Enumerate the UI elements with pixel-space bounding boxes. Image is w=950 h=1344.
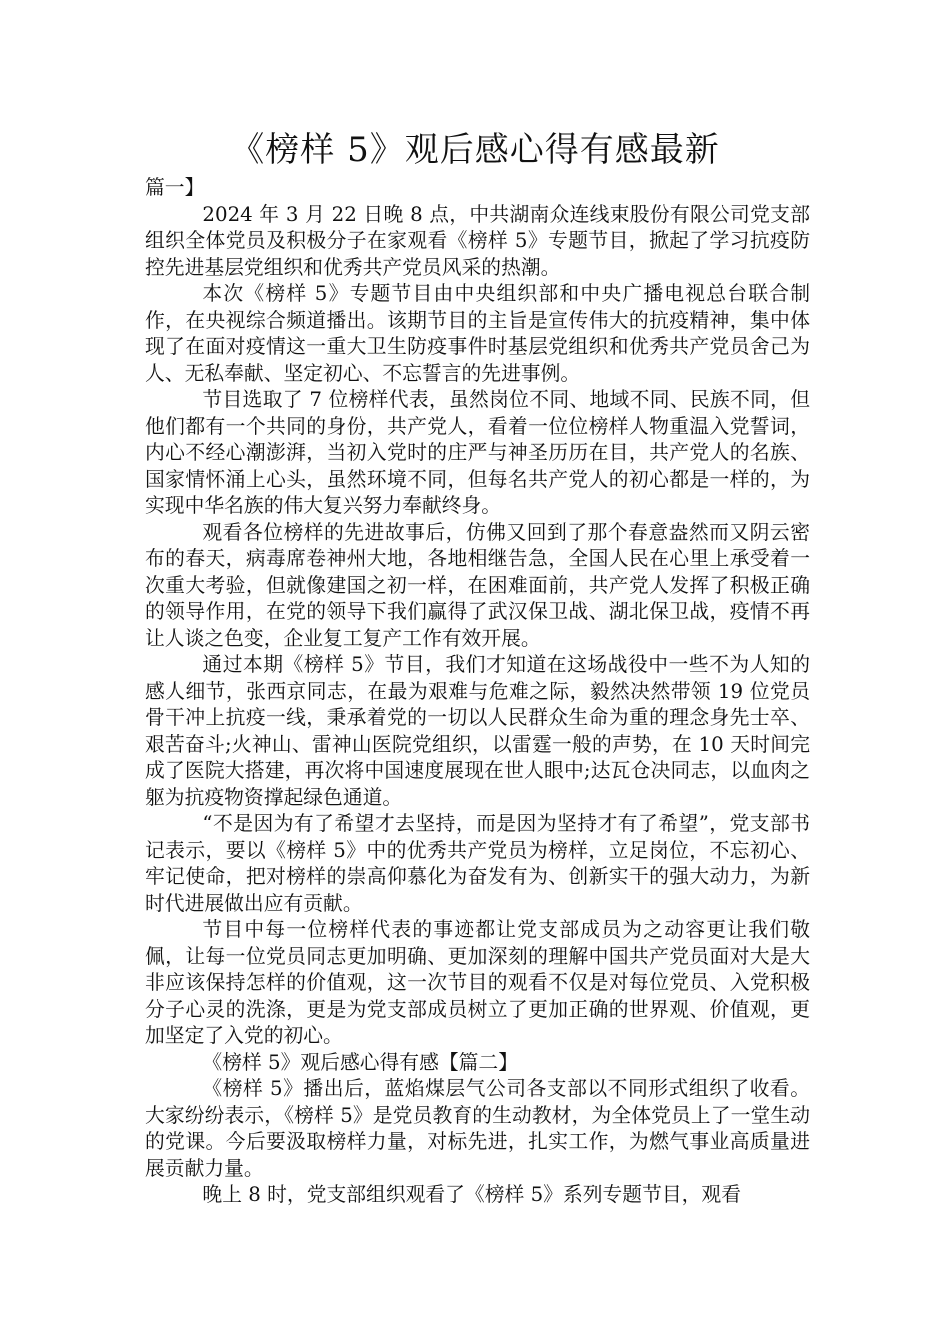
- paragraph: 《榜样 5》播出后，蓝焰煤层气公司各支部以不同形式组织了收看。大家纷纷表示，《榜样 5》是党员教育的生动教材，为全体党员上了一堂生动的党课。今后要汲取榜样力量，对标先进，扎实工作，为燃气事业高质量进展贡献力量。: [145, 1077, 810, 1180]
- paragraph: “不是因为有了希望才去坚持，而是因为坚持才有了希望”，党支部书记表示，要以《榜样 5》中的优秀共产党员为榜样，立足岗位，不忘初心、牢记使命，把对榜样的崇高仰慕化为奋发有为、创新实干的强大动力，为新时代进展做出应有贡献。: [145, 812, 810, 915]
- document-body: [145, 175, 810, 1209]
- section-heading: 《榜样 5》观后感心得有感【篇二】: [202, 1050, 518, 1074]
- paragraph: 节目中每一位榜样代表的事迹都让党支部成员为之动容更让我们敬佩，让每一位党员同志更加明确、更加深刻的理解中国共产党员面对大是大非应该保持怎样的价值观，这一次节目的观看不仅是对每位党员、入党积极分子心灵的洗涤，更是为党支部成员树立了更加正确的世界观、价值观，更加坚定了入党的初心。: [145, 918, 810, 1047]
- document-title: 《榜样 5》观后感心得有感最新: [230, 130, 720, 170]
- paragraph: 通过本期《榜样 5》节目，我们才知道在这场战役中一些不为人知的感人细节，张西京同志，在最为艰难与危难之际，毅然决然带领 19 位党员骨干冲上抗疫一线，秉承着党的一切以人民群众生命为重的理念身先士卒、艰苦奋斗;火神山、雷神山医院党组织，以雷霆一般的声势，在 10 天时间完成了医院大搭建，再次将中国速度展现在世人眼中;达瓦仓决同志，以血肉之躯为抗疫物资撑起绿色通道。: [145, 653, 810, 809]
- paragraph: 节目选取了 7 位榜样代表，虽然岗位不同、地域不同、民族不同，但他们都有一个共同的身份，共产党人，看着一位位榜样人物重温入党誓词，内心不经心潮澎湃，当初入党时的庄严与神圣历历在目，共产党人的名族、国家情怀涌上心头，虽然环境不同，但每名共产党人的初心都是一样的，为实现中华名族的伟大复兴努力奉献终身。: [145, 388, 810, 517]
- paragraph: 2024 年 3 月 22 日晚 8 点，中共湖南众连线束股份有限公司党支部组织全体党员及积极分子在家观看《榜样 5》专题节目，掀起了学习抗疫防控先进基层党组织和优秀共产党员风采的热潮。: [145, 202, 810, 279]
- paragraph: 本次《榜样 5》专题节目由中央组织部和中央广播电视总台联合制作，在央视综合频道播出。该期节目的主旨是宣传伟大的抗疫精神，集中体现了在面对疫情这一重大卫生防疫事件时基层党组织和优秀共产党员舍己为人、无私奉献、坚定初心、不忘誓言的先进事例。: [145, 282, 810, 385]
- paragraph: 观看各位榜样的先进故事后，仿佛又回到了那个春意盎然而又阴云密布的春天，病毒席卷神州大地，各地相继告急，全国人民在心里上承受着一次重大考验，但就像建国之初一样，在困难面前，共产党人发挥了积极正确的领导作用，在党的领导下我们赢得了武汉保卫战、湖北保卫战，疫情不再让人谈之色变，企业复工复产工作有效开展。: [145, 520, 810, 650]
- section-label: 篇一】: [145, 176, 205, 199]
- paragraph: 晚上 8 时，党支部组织观看了《榜样 5》系列专题节目，观看: [202, 1183, 741, 1206]
